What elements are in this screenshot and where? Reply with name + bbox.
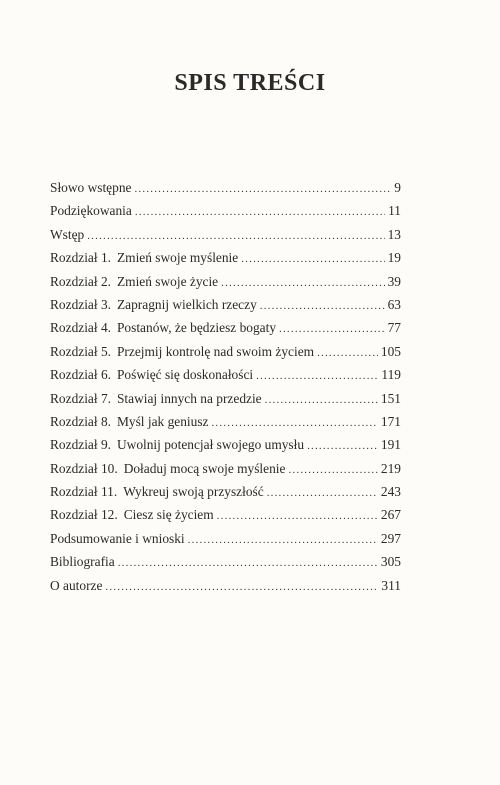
toc-entry-label	[50, 574, 102, 597]
toc-entry	[50, 387, 401, 410]
toc-entry	[50, 527, 401, 550]
toc-leader-dots	[211, 412, 377, 435]
toc-leader-dots	[241, 248, 384, 271]
toc-entry-name: Podziękowania	[50, 203, 132, 219]
toc-entry-name: Słowo wstępne	[50, 180, 132, 195]
table-of-contents	[50, 176, 401, 597]
toc-chapter-title: Zapragnij wielkich rzeczy	[116, 296, 257, 312]
toc-page-number: 105	[380, 343, 401, 359]
toc-entry-label	[50, 480, 264, 503]
toc-leader-dots	[256, 365, 378, 388]
toc-entry	[50, 550, 401, 573]
toc-leader-dots	[267, 482, 378, 505]
toc-chapter-title: Przejmij kontrolę nad swoim życiem	[116, 343, 315, 359]
toc-entry	[50, 223, 401, 246]
toc-leader-dots	[279, 318, 385, 341]
toc-chapter-title: Poświęć się doskonałości	[116, 367, 254, 383]
toc-entry	[50, 410, 401, 433]
toc-entry-label	[50, 503, 214, 526]
toc-entry-label	[50, 433, 304, 456]
toc-chapter-title: Wykreuj swoją przyszłość	[123, 484, 264, 500]
toc-entry-name: Rozdział 8.	[50, 413, 111, 429]
toc-leader-dots	[288, 459, 377, 482]
toc-entry-name: Rozdział 9.	[50, 437, 111, 453]
toc-entry-label	[50, 176, 131, 199]
toc-entry-name: Rozdział 12.	[50, 507, 118, 523]
toc-entry-name: Rozdział 11.	[50, 484, 118, 500]
toc-page-number: 11	[388, 203, 401, 219]
toc-chapter-title: Stawiaj innych na przedzie	[116, 390, 262, 406]
toc-chapter-title: Postanów, że będziesz bogaty	[116, 320, 277, 336]
toc-page-number: 219	[380, 460, 401, 476]
toc-entry	[50, 433, 401, 456]
toc-entry-label	[50, 550, 115, 573]
toc-leader-dots	[134, 178, 391, 201]
toc-leader-dots	[317, 342, 378, 365]
toc-page-number: 77	[387, 320, 401, 336]
toc-chapter-title: Ciesz się życiem	[123, 507, 214, 523]
toc-entry	[50, 574, 401, 597]
toc-entry-label	[50, 457, 285, 480]
toc-entry	[50, 480, 401, 503]
toc-leader-dots	[105, 576, 378, 599]
toc-page-number: 19	[387, 250, 401, 266]
toc-entry	[50, 316, 401, 339]
toc-leader-dots	[265, 389, 378, 412]
toc-entry	[50, 340, 401, 363]
toc-entry-label	[50, 246, 238, 269]
toc-entry-name: Rozdział 1.	[50, 250, 111, 266]
toc-entry-name: Rozdział 6.	[50, 367, 111, 383]
toc-leader-dots	[118, 552, 378, 575]
toc-entry-name: O autorze	[50, 577, 103, 593]
toc-chapter-title: Doładuj mocą swoje myślenie	[123, 460, 286, 476]
toc-page-number: 9	[394, 180, 401, 195]
toc-entry-label	[50, 293, 257, 316]
toc-entry	[50, 199, 401, 222]
toc-page-number: 267	[380, 507, 401, 523]
toc-page-number: 191	[380, 437, 401, 453]
toc-entry	[50, 176, 401, 199]
toc-entry-label	[50, 410, 208, 433]
toc-page-number: 297	[380, 530, 401, 546]
toc-leader-dots	[87, 225, 384, 248]
toc-entry	[50, 503, 401, 526]
toc-chapter-title: Myśl jak geniusz	[116, 413, 209, 429]
toc-entry-label	[50, 340, 314, 363]
toc-entry-label	[50, 199, 132, 222]
toc-entry-label	[50, 527, 185, 550]
toc-page-number: 63	[387, 296, 401, 312]
toc-leader-dots	[188, 529, 378, 552]
toc-entry-name: Rozdział 3.	[50, 296, 111, 312]
toc-chapter-title: Uwolnij potencjał swojego umysłu	[116, 437, 305, 453]
toc-entry	[50, 457, 401, 480]
toc-entry-label	[50, 316, 276, 339]
toc-entry-label	[50, 387, 262, 410]
toc-entry	[50, 270, 401, 293]
toc-entry-name: Wstęp	[50, 226, 85, 242]
toc-entry	[50, 246, 401, 269]
toc-page-number: 39	[387, 273, 401, 289]
toc-entry-name: Rozdział 10.	[50, 460, 118, 476]
toc-entry	[50, 293, 401, 316]
toc-entry-name: Rozdział 7.	[50, 390, 111, 406]
toc-page-number: 119	[381, 367, 401, 383]
toc-page-number: 243	[380, 484, 401, 500]
toc-page-number: 13	[387, 226, 401, 242]
toc-page-number: 151	[380, 390, 401, 406]
toc-entry-label	[50, 223, 84, 246]
toc-leader-dots	[260, 295, 385, 318]
toc-entry-name: Rozdział 5.	[50, 343, 111, 359]
toc-entry-name: Bibliografia	[50, 554, 115, 570]
toc-entry-label	[50, 363, 253, 386]
toc-leader-dots	[221, 272, 384, 295]
toc-entry-name: Rozdział 2.	[50, 273, 111, 289]
toc-entry	[50, 363, 401, 386]
toc-leader-dots	[217, 505, 378, 528]
toc-leader-dots	[135, 201, 385, 224]
toc-page-number: 311	[381, 577, 401, 593]
toc-entry-name: Podsumowanie i wnioski	[50, 530, 185, 546]
toc-chapter-title: Zmień swoje życie	[116, 273, 219, 289]
toc-page-number: 305	[380, 554, 401, 570]
toc-chapter-title: Zmień swoje myślenie	[116, 250, 239, 266]
toc-entry-name: Rozdział 4.	[50, 320, 111, 336]
toc-entry-label	[50, 270, 218, 293]
toc-leader-dots	[307, 435, 378, 458]
page-title: SPIS TREŚCI	[174, 70, 326, 96]
toc-page-number: 171	[380, 413, 401, 429]
